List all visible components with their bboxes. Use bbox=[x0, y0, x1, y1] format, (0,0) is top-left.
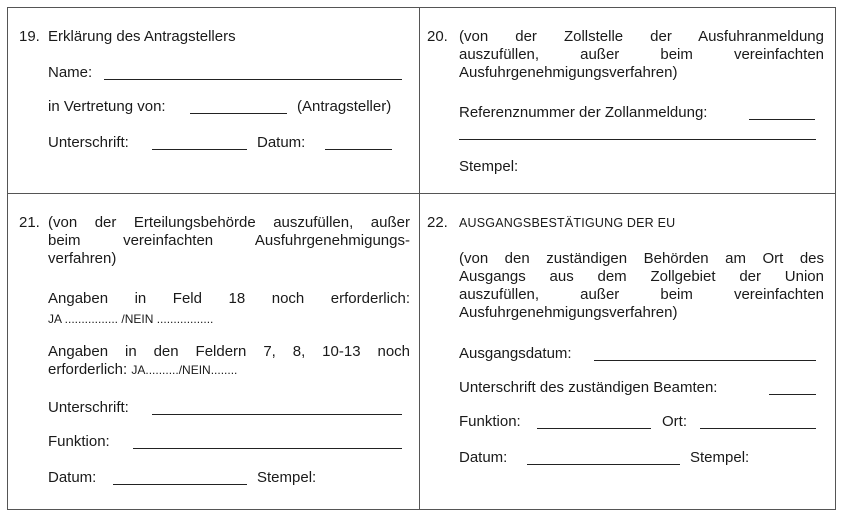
unterschrift-field-21[interactable] bbox=[152, 414, 402, 415]
column-divider bbox=[419, 7, 420, 510]
stempel-label-21: Stempel: bbox=[257, 469, 317, 486]
box-21-line-2: beim vereinfachten Ausfuhrgenehmigungs- bbox=[48, 232, 410, 249]
ort-field[interactable] bbox=[700, 428, 816, 429]
funktion-field-21[interactable] bbox=[133, 448, 402, 449]
box-20-number: 20. bbox=[427, 28, 448, 45]
referenz-field-line-2[interactable] bbox=[459, 139, 816, 140]
beamten-unterschrift-field[interactable] bbox=[769, 394, 816, 395]
referenz-label: Referenznummer der Zollanmeldung: bbox=[459, 104, 708, 121]
box-20-line-3: Ausfuhrgenehmigungsverfahren) bbox=[459, 64, 678, 81]
box-22-line-2: Ausgangs aus dem Zollgebiet der Union bbox=[459, 268, 824, 285]
beamten-unterschrift-label: Unterschrift des zuständigen Beamten: bbox=[459, 379, 718, 396]
funktion-field-22[interactable] bbox=[537, 428, 651, 429]
felder-erforderlich: erforderlich: bbox=[48, 361, 132, 378]
ort-label: Ort: bbox=[662, 413, 687, 430]
box-21-line-3: verfahren) bbox=[48, 250, 117, 267]
stempel-label-22: Stempel: bbox=[690, 449, 750, 466]
feld18-options[interactable]: JA ................ /NEIN ................. bbox=[48, 312, 214, 326]
box-22-number: 22. bbox=[427, 214, 448, 231]
box-19-number: 19. bbox=[19, 28, 40, 45]
box-22-title: AUSGANGSBESTÄTIGUNG DER EU bbox=[459, 216, 676, 230]
unterschrift-field[interactable] bbox=[152, 149, 247, 150]
datum-label-21: Datum: bbox=[48, 469, 97, 486]
datum-label: Datum: bbox=[257, 134, 306, 151]
datum-label-22: Datum: bbox=[459, 449, 508, 466]
box-20-line-2: auszufüllen, außer beim vereinfachten bbox=[459, 46, 824, 63]
datum-field-22[interactable] bbox=[527, 464, 680, 465]
antragsteller-text: (Antragsteller) bbox=[297, 98, 392, 115]
vertretung-label: in Vertretung von: bbox=[48, 98, 166, 115]
box-21-line-1: (von der Erteilungsbehörde auszufüllen, außer bbox=[48, 214, 410, 231]
unterschrift-label: Unterschrift: bbox=[48, 134, 129, 151]
felder-text: Angaben in den Feldern 7, 8, 10-13 noch bbox=[48, 343, 410, 360]
ausgangsdatum-label: Ausgangsdatum: bbox=[459, 345, 572, 362]
unterschrift-label-21: Unterschrift: bbox=[48, 399, 129, 416]
box-22-line-3: auszufüllen, außer beim vereinfachten bbox=[459, 286, 824, 303]
stempel-label: Stempel: bbox=[459, 158, 519, 175]
row-divider bbox=[7, 193, 836, 194]
referenz-field[interactable] bbox=[749, 119, 815, 120]
ausgangsdatum-field[interactable] bbox=[594, 360, 816, 361]
datum-field-21[interactable] bbox=[113, 484, 247, 485]
datum-field[interactable] bbox=[325, 149, 392, 150]
feld18-text: Angaben in Feld 18 noch erforderlich: bbox=[48, 290, 410, 307]
name-field[interactable] bbox=[104, 79, 402, 80]
funktion-label-21: Funktion: bbox=[48, 433, 110, 450]
box-21-number: 21. bbox=[19, 214, 40, 231]
box-22-line-4: Ausfuhrgenehmigungsverfahren) bbox=[459, 304, 678, 321]
box-19-title: Erklärung des Antragstellers bbox=[48, 28, 236, 45]
name-label: Name: bbox=[48, 64, 93, 81]
box-22-line-1: (von den zuständigen Behörden am Ort des bbox=[459, 250, 824, 267]
funktion-label-22: Funktion: bbox=[459, 413, 521, 430]
felder-options[interactable]: JA........../NEIN........ bbox=[131, 363, 238, 377]
box-20-line-1: (von der Zollstelle der Ausfuhranmeldung bbox=[459, 28, 824, 45]
vertretung-field[interactable] bbox=[190, 113, 287, 114]
